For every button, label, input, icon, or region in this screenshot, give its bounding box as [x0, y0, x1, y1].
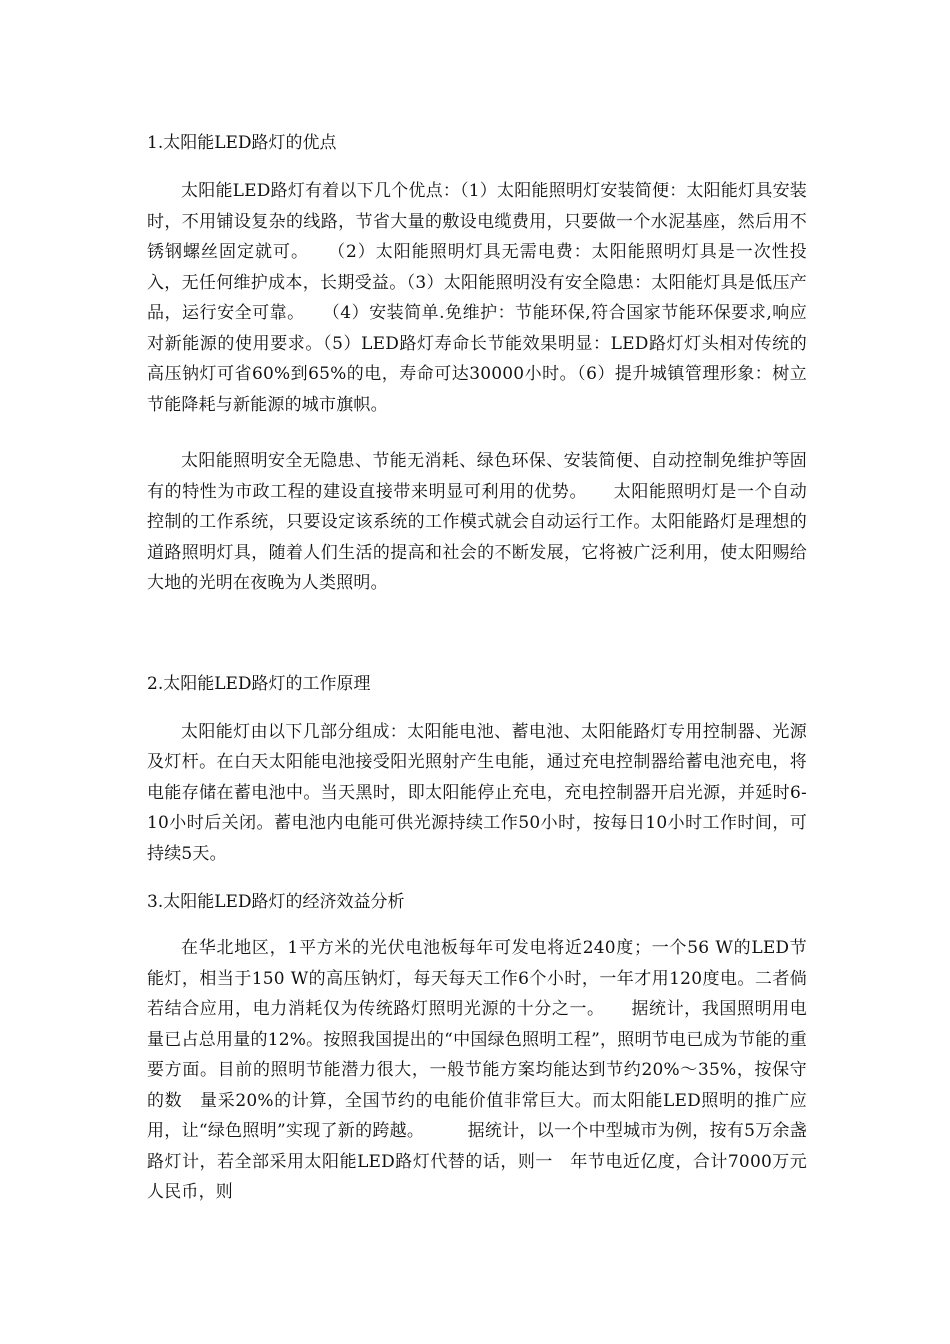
paragraph-economic-analysis: 在华北地区，1平方米的光伏电池板每年可发电将近240度；一个56 W的LED节能灯，相当于150 W的高压钠灯，每天每天工作6个小时，一年才用120度电。二者倘若结合应用，电力消耗仅为传统路灯照明光源的十分之一。 据统计，我国照明用电量已占总用量的12%。按照我国提出的“中国绿色照明工程”，照明节电已成为节能的重要方面。目前的照明节能潜力很大，一般节能方案均能达到节约20%～35%，按保守的数 量采20%的计算，全国节约的电能价值非常巨大。而太阳能LED照明的推广应用，让“绿色照明”实现了新的跨越。 据统计，以一个中型城市为例，按有5万余盏路灯计，若全部采用太阳能LED路灯代替的话，则一 年节电近亿度，合计7000万元人民币，则: [147, 938, 807, 1202]
paragraph-working-principle: 太阳能灯由以下几部分组成：太阳能电池、蓄电池、太阳能路灯专用控制器、光源及灯杆。在白天太阳能电池接受阳光照射产生电能，通过充电控制器给蓄电池充电，将电能存储在蓄电池中。当天黑时，即太阳能停止充电，充电控制器开启光源，并延时6-10小时后关闭。蓄电池内电能可供光源持续工作50小时，按每日10小时工作时间，可持续5天。: [147, 721, 807, 864]
document-body: [147, 128, 807, 1208]
section-heading-working-principle: 2.太阳能LED路灯的工作原理: [147, 673, 371, 694]
paragraph-advantages-summary: 太阳能照明安全无隐患、节能无消耗、绿色环保、安装简便、自动控制免维护等固有的特性为市政工程的建设直接带来明显可利用的优势。 太阳能照明灯是一个自动控制的工作系统，只要设定该系统的工作模式就会自动运行工作。太阳能路灯是理想的道路照明灯具，随着人们生活的提高和社会的不断发展，它将被广泛利用，使太阳赐给大地的光明在夜晚为人类照明。: [147, 451, 807, 593]
section-heading-advantages: 1.太阳能LED路灯的优点: [147, 133, 337, 153]
paragraph-advantages-list: 太阳能LED路灯有着以下几个优点：（1）太阳能照明灯安装简便：太阳能灯具安装时，不用铺设复杂的线路，节省大量的敷设电缆费用，只要做一个水泥基座，然后用不锈钢螺丝固定就可。 （2）太阳能照明灯具无需电费：太阳能照明灯具是一次性投入，无任何维护成本，长期受益。（3）太阳能照明没有安全隐患：太阳能灯具是低压产品，运行安全可靠。 （4）安装简单.免维护：节能环保,符合国家节能环保要求,响应对新能源的使用要求。（5）LED路灯寿命长节能效果明显：LED路灯灯头相对传统的高压钠灯可省60%到65%的电，寿命可达30000小时。（6）提升城镇管理形象：树立节能降耗与新能源的城市旗帜。: [147, 181, 807, 415]
section-heading-economic-analysis: 3.太阳能LED路灯的经济效益分析: [147, 892, 405, 912]
